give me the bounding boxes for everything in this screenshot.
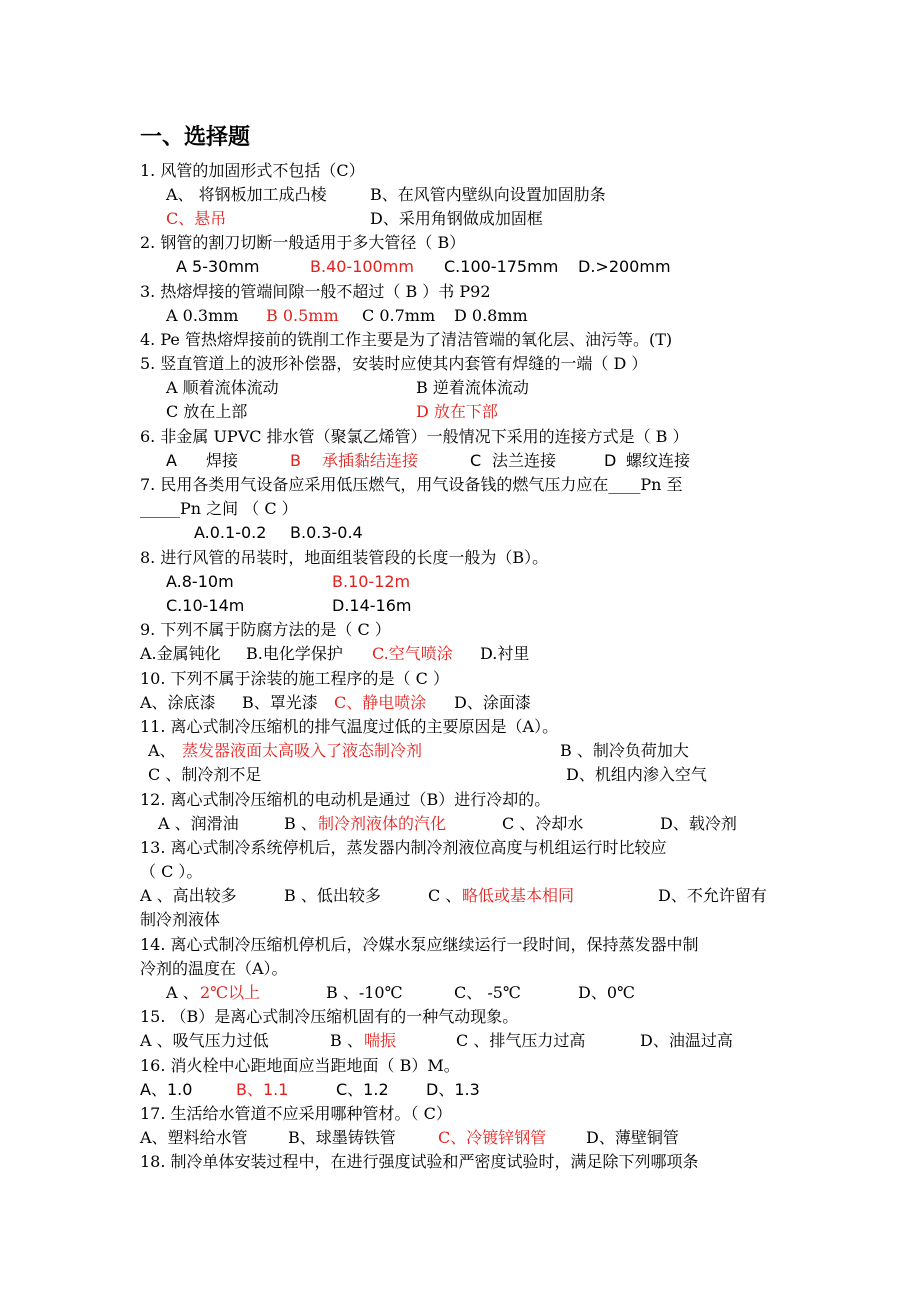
option: C.10-14m: [166, 596, 245, 615]
option: B 逆着流体流动: [416, 378, 529, 397]
option-answer: C.空气喷涂: [372, 644, 453, 663]
option-answer: 承插黏结连接: [322, 451, 419, 470]
question-stem: 16. 消火栓中心距地面应当距地面（ B）M。: [140, 1056, 460, 1075]
question-stem: 4. Pe 管热熔焊接前的铣削工作主要是为了清洁管端的氧化层、油污等。(T): [140, 330, 673, 349]
option-answer: 制冷剂液体的汽化: [318, 814, 447, 833]
option: D、载冷剂: [660, 814, 737, 833]
option-answer: C、冷镀锌钢管: [438, 1128, 547, 1147]
option: B、罩光漆: [242, 693, 318, 712]
question-stem: 18. 制冷单体安装过程中，在进行强度试验和严密度试验时，满足除下列哪项条: [140, 1152, 699, 1171]
option: A 、润滑油: [158, 814, 239, 833]
option: B 、低出较多: [284, 886, 381, 905]
option-answer: 喘振: [364, 1031, 397, 1050]
section-heading: 一、选择题: [140, 125, 251, 150]
question-stem: 13. 离心式制冷系统停机后，蒸发器内制冷剂液位高度与机组运行时比较应: [140, 838, 667, 857]
option: A 0.3mm: [166, 306, 239, 325]
option: D.衬里: [480, 644, 530, 663]
option: C.100-175mm: [444, 257, 559, 276]
question-stem: 8. 进行风管的吊装时，地面组装管段的长度一般为（B）。: [140, 548, 549, 567]
option: C 、排气压力过高: [456, 1031, 586, 1050]
option-letter: A、: [148, 741, 176, 760]
question-stem: 2. 钢管的割刀切断一般适用于多大管径（ B）: [140, 233, 466, 252]
option-answer: B 0.5mm: [266, 306, 339, 325]
option-answer: D 放在下部: [416, 402, 498, 421]
option: A 、吸气压力过低: [140, 1031, 269, 1050]
option-answer: B.10-12m: [332, 572, 411, 591]
question-stem: 7. 民用各类用气设备应采用低压燃气，用气设备钱的燃气压力应在____Pn 至: [140, 475, 683, 494]
option-answer: 蒸发器液面太高吸入了液态制冷剂: [182, 741, 423, 760]
question-stem: 10. 下列不属于涂装的施工程序的是（ C ）: [140, 669, 449, 688]
option: B、在风管内壁纵向设置加固肋条: [370, 185, 606, 204]
question-stem: 9. 下列不属于防腐方法的是（ C ）: [140, 620, 391, 639]
option: D、机组内渗入空气: [566, 765, 707, 784]
question-stem: 14. 离心式制冷压缩机停机后，冷媒水泵应继续运行一段时间，保持蒸发器中制: [140, 935, 699, 954]
option: A、 将钢板加工成凸棱: [166, 185, 327, 204]
option-letter: C: [470, 451, 482, 470]
option: C 0.7mm: [362, 306, 436, 325]
question-stem-continued: （ C ）。: [140, 862, 203, 881]
question-stem: 3. 热熔焊接的管端间隙一般不超过（ B ）书 P92: [140, 282, 491, 301]
option: A、涂底漆: [140, 693, 216, 712]
option: C 、制冷剂不足: [148, 765, 262, 784]
question-stem: 11. 离心式制冷压缩机的排气温度过低的主要原因是（A）。: [140, 717, 559, 736]
option: D.>200mm: [578, 257, 671, 276]
option-letter: A 、: [166, 983, 199, 1002]
option: 焊接: [206, 451, 239, 470]
option-answer: 2℃以上: [200, 983, 261, 1002]
option: D、0℃: [578, 983, 635, 1002]
option: 法兰连接: [492, 451, 557, 470]
question-stem-continued: _____Pn 之间 （ C ）: [140, 499, 298, 518]
question-stem: 1. 风管的加固形式不包括（C）: [140, 161, 365, 180]
option: A、塑料给水管: [140, 1128, 248, 1147]
option: C、 -5℃: [454, 983, 521, 1002]
option: D.14-16m: [332, 596, 412, 615]
option-answer: 略低或基本相同: [462, 886, 575, 905]
option: A 5-30mm: [176, 257, 260, 276]
option: A、1.0: [140, 1080, 193, 1099]
option: C 、冷却水: [502, 814, 584, 833]
option: B.0.3-0.4: [290, 523, 363, 542]
option-answer: C、静电喷涂: [334, 693, 427, 712]
question-stem: 12. 离心式制冷压缩机的电动机是通过（B）进行冷却的。: [140, 790, 551, 809]
option-answer: B、1.1: [236, 1080, 289, 1099]
option-letter: A: [166, 451, 177, 470]
question-stem: 15. （B）是离心式制冷压缩机固有的一种气动现象。: [140, 1007, 519, 1026]
option: D、涂面漆: [454, 693, 531, 712]
option-letter: C 、: [428, 886, 462, 905]
option-answer: B.40-100mm: [310, 257, 414, 276]
option: 螺纹连接: [626, 451, 691, 470]
option: D 0.8mm: [454, 306, 528, 325]
option: B 、制冷负荷加大: [560, 741, 689, 760]
option-continued: 制冷剂液体: [140, 910, 221, 929]
option: A 、高出较多: [140, 886, 237, 905]
option: A.0.1-0.2: [194, 523, 267, 542]
option: D、采用角钢做成加固框: [370, 209, 543, 228]
option-letter: B 、: [284, 814, 317, 833]
question-stem: 5. 竖直管道上的波形补偿器，安装时应使其内套管有焊缝的一端（ D ）: [140, 354, 648, 373]
option: A.金属钝化: [140, 644, 221, 663]
option: C、1.2: [336, 1080, 389, 1099]
option: D、1.3: [426, 1080, 480, 1099]
question-stem: 6. 非金属 UPVC 排水管（聚氯乙烯管）一般情况下采用的连接方式是（ B ）: [140, 427, 689, 446]
option: B、球墨铸铁管: [288, 1128, 396, 1147]
option-letter: D: [604, 451, 617, 470]
option: B.电化学保护: [246, 644, 343, 663]
option: D、薄壁铜管: [586, 1128, 679, 1147]
option: A 顺着流体流动: [166, 378, 279, 397]
option: B 、-10℃: [326, 983, 403, 1002]
option: A.8-10m: [166, 572, 234, 591]
option-letter: B 、: [330, 1031, 363, 1050]
option-answer: C、悬吊: [166, 209, 227, 228]
option-letter-answer: B: [290, 451, 301, 470]
question-stem: 17. 生活给水管道不应采用哪种管材。（ C）: [140, 1104, 452, 1123]
option: D、不允许留有: [658, 886, 767, 905]
option: D、油温过高: [640, 1031, 733, 1050]
question-stem-continued: 冷剂的温度在（A）。: [140, 959, 288, 978]
option: C 放在上部: [166, 402, 248, 421]
